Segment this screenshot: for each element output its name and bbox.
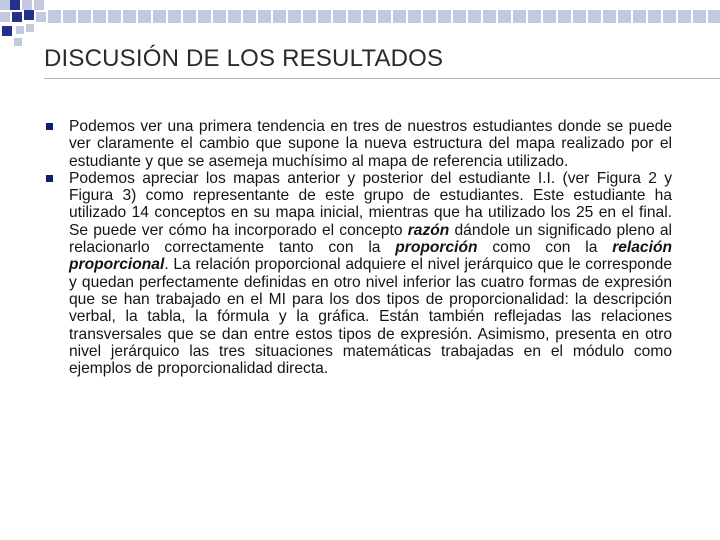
decorative-square [258,10,271,23]
decorative-square [12,12,22,22]
decorative-square [138,10,151,23]
bullet-text-part-2: dándole un significado pleno al relacionarlo correctamente tanto con la [69,221,673,257]
decorative-square [363,10,376,23]
decorative-square [588,10,601,23]
emphasis-proporcion: proporción [395,239,478,257]
decorative-square [663,10,676,23]
emphasis-relacion-proporcional: relación proporcional [69,239,672,274]
decorative-square [633,10,646,23]
decorative-square [93,10,106,23]
decorative-square [378,10,391,23]
decorative-square [2,26,12,36]
decorative-square [438,10,451,23]
decorative-square [513,10,526,23]
decorative-square [468,10,481,23]
slide-title: DISCUSIÓN DE LOS RESULTADOS [44,45,444,72]
decorative-square [22,0,32,10]
decorative-square [303,10,316,23]
decorative-square [108,10,121,23]
decorative-square [26,24,34,32]
decorative-square [558,10,571,23]
decorative-square [498,10,511,23]
decorative-square [0,0,10,10]
decorative-square [0,12,10,22]
decorative-square [24,10,34,20]
bullet-text-part-3: como con la [477,239,613,257]
decorative-square [243,10,256,23]
decorative-square [423,10,436,23]
square-bullet-icon [46,123,53,130]
decorative-square [78,10,91,23]
decorative-squares-band [0,0,720,50]
decorative-square [63,10,76,23]
decorative-square [393,10,406,23]
decorative-square [708,10,720,23]
decorative-square [34,0,44,10]
decorative-square [16,26,24,34]
decorative-square [693,10,706,23]
decorative-square [528,10,541,23]
decorative-square [273,10,286,23]
square-bullet-icon [46,175,53,182]
decorative-square [153,10,166,23]
decorative-square [36,12,46,22]
bullet-text-part-4: . La relación proporcional adquiere el nivel jerárquico que le corresponde y quedan perfectamente definidas en otro nivel inferior las cuatro formas de expresión que se han trabajado en el MI para los dos tipos de proporcionalidad: la descripción verbal, la tabla, la fórmula y la gráfica. Están también reflejadas las relaciones transversales que se dan entre estos tipos de expresión. Asimismo, presenta en otro nivel jerárquico las tres situaciones matemáticas trabajadas en el módulo como ejemplos de proporcionalidad directa. [69,256,672,378]
decorative-square [678,10,691,23]
decorative-square [198,10,211,23]
decorative-square [648,10,661,23]
decorative-square [618,10,631,23]
bullet-list [40,118,672,377]
decorative-square [213,10,226,23]
decorative-square [573,10,586,23]
title-underline [44,78,720,79]
decorative-square [288,10,301,23]
bullet-text: Podemos ver una primera tendencia en tres de nuestros estudiantes donde se puede ver claramente el cambio que supone la nueva estructura del mapa realizado por el estudiante y que se asemeja muchísimo al mapa de referencia utilizado. [69,118,672,170]
emphasis-razon: razón [407,221,450,239]
decorative-square [183,10,196,23]
bullet-text-part-1: Podemos apreciar los mapas anterior y posterior del estudiante I.I. (ver Figura 2 y Figura 3) como representante de este grupo de estudiantes. Este estudiante ha utilizado 14 conceptos en su mapa inicial, mientras que ha utilizado los 25 en el final. Se puede ver cómo ha incorporado el concepto [69,169,672,239]
decorative-square [48,10,61,23]
bullet-item-2 [40,170,672,378]
decorative-square [453,10,466,23]
decorative-square [333,10,346,23]
decorative-square [318,10,331,23]
decorative-square [168,10,181,23]
decorative-square [483,10,496,23]
bullet-item-1 [40,118,672,170]
decorative-square [348,10,361,23]
decorative-square [603,10,616,23]
decorative-square [408,10,421,23]
decorative-square [14,38,22,46]
decorative-square [228,10,241,23]
decorative-square [543,10,556,23]
decorative-square [123,10,136,23]
decorative-square [10,0,20,10]
